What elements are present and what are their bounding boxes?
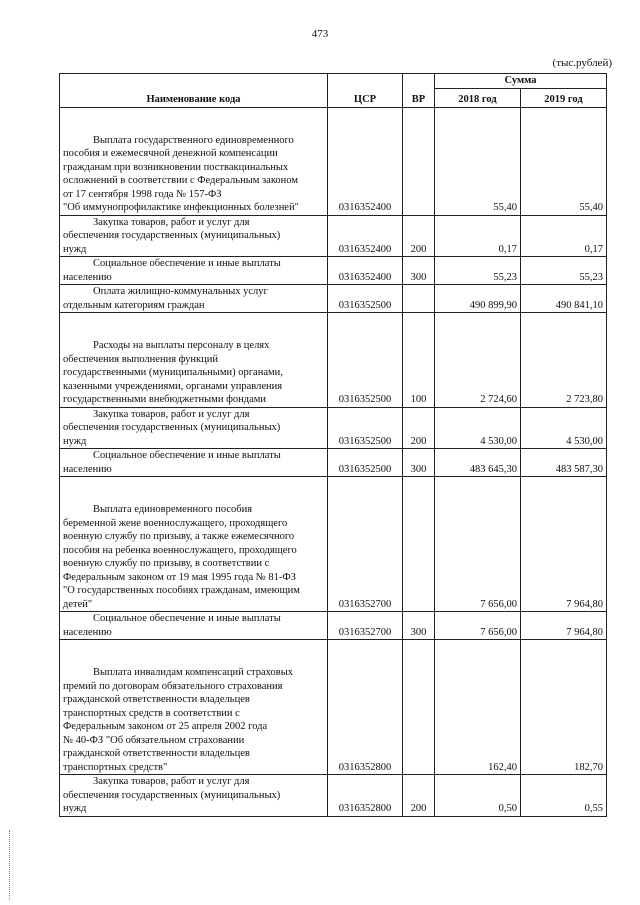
row-name: Социальное обеспечение и иные выплаты населению: [60, 257, 328, 285]
header-year-2019: 2019 год: [521, 88, 607, 107]
header-year-2018: 2018 год: [435, 88, 521, 107]
row-vr: 300: [403, 257, 435, 285]
row-sum-2019: 483 587,30: [521, 449, 607, 477]
row-csr: 0316352400: [328, 257, 403, 285]
row-csr: 0316352700: [328, 612, 403, 640]
row-sum-2018: 162,40: [435, 640, 521, 775]
header-name: Наименование кода: [60, 74, 328, 108]
table-row: [60, 407, 607, 449]
row-csr: 0316352500: [328, 285, 403, 313]
row-vr: 100: [403, 313, 435, 408]
row-csr: 0316352400: [328, 215, 403, 257]
row-name: Расходы на выплаты персоналу в целях обеспечения выполнения функций государственными (муниципальными) органами, казенными учреждениями, органами управления государственными внебюджетными фондами: [60, 313, 328, 408]
row-sum-2018: 0,50: [435, 775, 521, 817]
row-name: Социальное обеспечение и иные выплаты населению: [60, 449, 328, 477]
row-sum-2018: 55,23: [435, 257, 521, 285]
row-csr: 0316352400: [328, 107, 403, 215]
table-row: [60, 313, 607, 408]
row-vr: [403, 107, 435, 215]
row-name: Выплата инвалидам компенсаций страховых премий по договорам обязательного страхования гражданской ответственности владельцев транспортных средств в соответствии с Федеральным законом от 25 апреля 2002 года № 40-ФЗ "Об обязательном страховании гражданской ответственности владельцев транспортных средств": [60, 640, 328, 775]
row-vr: 300: [403, 612, 435, 640]
row-csr: 0316352500: [328, 407, 403, 449]
header-vr: ВР: [403, 74, 435, 108]
table-row: [60, 612, 607, 640]
row-name: Закупка товаров, работ и услуг для обеспечения государственных (муниципальных) нужд: [60, 215, 328, 257]
row-vr: [403, 640, 435, 775]
row-name: Выплата государственного единовременного пособия и ежемесячной денежной компенсации гражданам при возникновении поствакцинальных осложнений в соответствии с Федеральным законом от 17 сентября 1998 года № 157-ФЗ "Об иммунопрофилактике инфекционных болезней": [60, 107, 328, 215]
table-row: [60, 640, 607, 775]
row-sum-2019: 0,55: [521, 775, 607, 817]
row-sum-2018: 2 724,60: [435, 313, 521, 408]
row-sum-2019: 55,23: [521, 257, 607, 285]
table-row: [60, 477, 607, 612]
row-sum-2018: 490 899,90: [435, 285, 521, 313]
row-vr: 200: [403, 407, 435, 449]
table-row: [60, 215, 607, 257]
row-vr: [403, 477, 435, 612]
table-row: [60, 449, 607, 477]
row-sum-2019: 182,70: [521, 640, 607, 775]
row-csr: 0316352800: [328, 775, 403, 817]
row-name: Закупка товаров, работ и услуг для обеспечения государственных (муниципальных) нужд: [60, 407, 328, 449]
page-number: 473: [311, 28, 329, 40]
row-sum-2018: 0,17: [435, 215, 521, 257]
row-sum-2019: 2 723,80: [521, 313, 607, 408]
row-vr: 200: [403, 775, 435, 817]
row-name: Социальное обеспечение и иные выплаты населению: [60, 612, 328, 640]
margin-marks: [9, 830, 11, 900]
row-csr: 0316352500: [328, 449, 403, 477]
row-sum-2019: 490 841,10: [521, 285, 607, 313]
table-row: [60, 285, 607, 313]
table-row: [60, 257, 607, 285]
units-label: (тыс.рублей): [552, 57, 612, 69]
row-name: Закупка товаров, работ и услуг для обеспечения государственных (муниципальных) нужд: [60, 775, 328, 817]
row-sum-2019: 7 964,80: [521, 612, 607, 640]
row-csr: 0316352500: [328, 313, 403, 408]
row-sum-2018: 483 645,30: [435, 449, 521, 477]
row-sum-2019: 55,40: [521, 107, 607, 215]
header-sum: Сумма: [435, 74, 607, 89]
table-row: [60, 775, 607, 817]
row-csr: 0316352700: [328, 477, 403, 612]
table-row: [60, 107, 607, 215]
row-sum-2019: 7 964,80: [521, 477, 607, 612]
row-sum-2018: 7 656,00: [435, 477, 521, 612]
table-body: [60, 107, 607, 816]
row-name: Оплата жилищно-коммунальных услуг отдельным категориям граждан: [60, 285, 328, 313]
row-sum-2018: 7 656,00: [435, 612, 521, 640]
row-sum-2019: 0,17: [521, 215, 607, 257]
row-name: Выплата единовременного пособия беременной жене военнослужащего, проходящего военную службу по призыву, а также ежемесячного пособия на ребенка военнослужащего, проходящего военную службу по призыву, в соответствии с Федеральным законом от 19 мая 1995 года № 81-ФЗ "О государственных пособиях гражданам, имеющим детей": [60, 477, 328, 612]
row-vr: [403, 285, 435, 313]
row-vr: 200: [403, 215, 435, 257]
budget-table: [59, 73, 607, 817]
row-sum-2019: 4 530,00: [521, 407, 607, 449]
header-csr: ЦСР: [328, 74, 403, 108]
row-sum-2018: 55,40: [435, 107, 521, 215]
row-vr: 300: [403, 449, 435, 477]
row-csr: 0316352800: [328, 640, 403, 775]
row-sum-2018: 4 530,00: [435, 407, 521, 449]
